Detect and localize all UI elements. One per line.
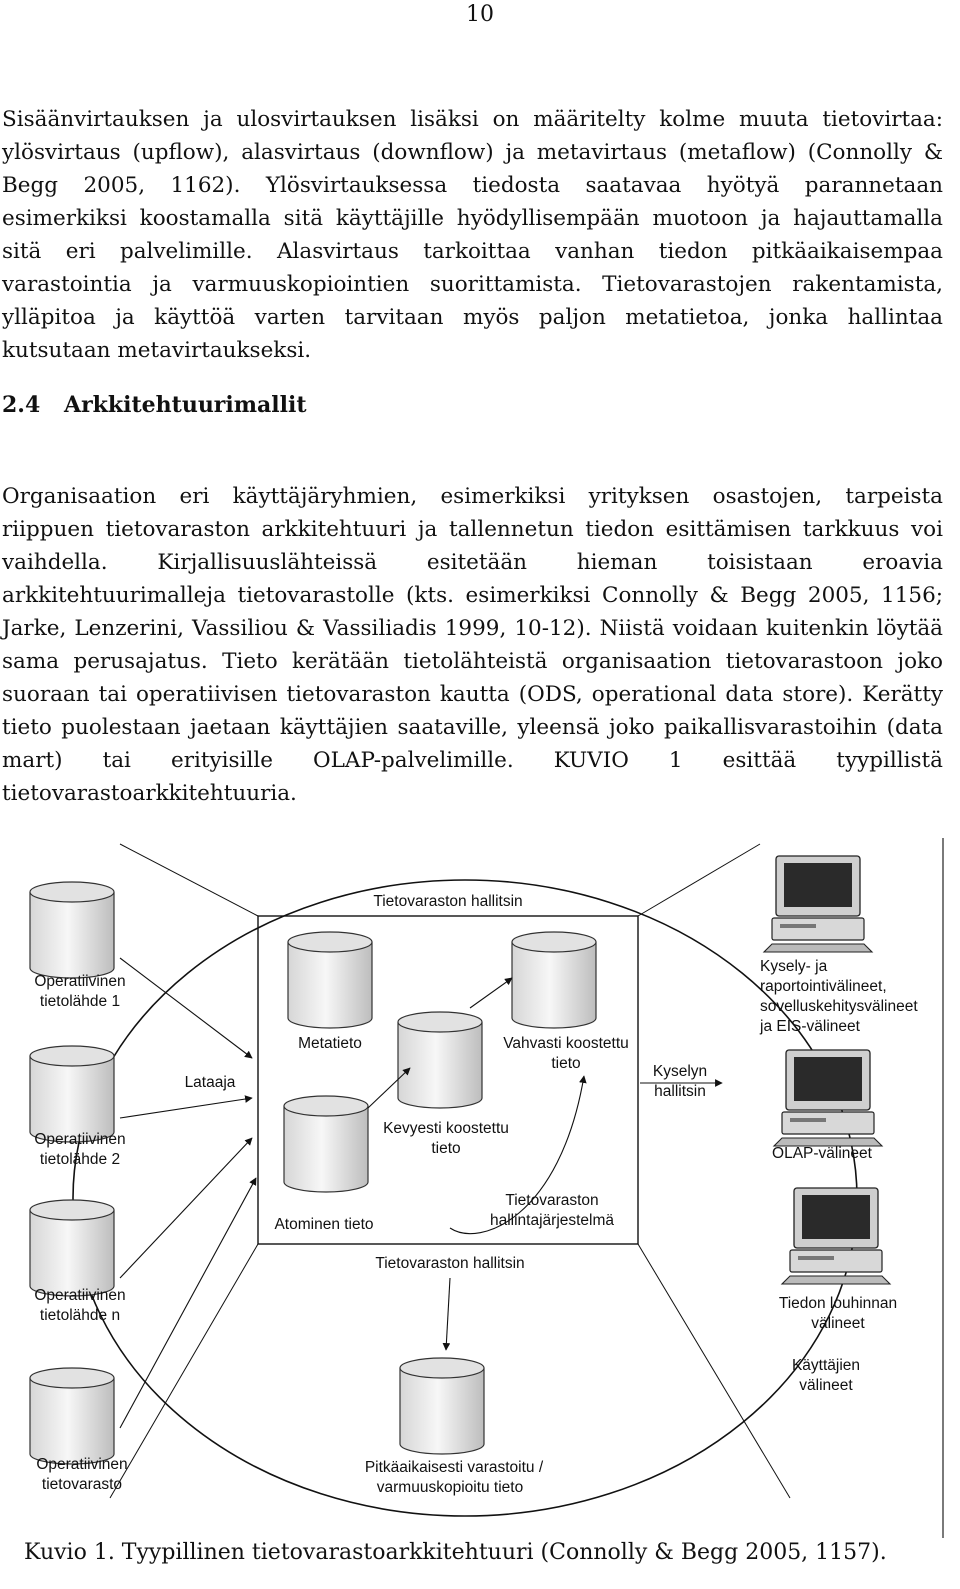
olap-tools-label: OLAP-välineet — [772, 1145, 872, 1162]
lightly-summarized-database — [398, 1012, 482, 1108]
olap-tools-computer — [774, 1050, 882, 1146]
metadata-label: Metatieto — [298, 1035, 362, 1052]
data-mining-computer — [782, 1188, 890, 1284]
warehouse-manager-bottom-label: Tietovaraston hallitsin — [375, 1255, 525, 1272]
dbms-label-1: Tietovaraston — [505, 1192, 599, 1209]
highly-summarized-database — [512, 932, 596, 1028]
source-2-label-line1: Operatiivinen — [34, 1131, 126, 1148]
dbms-label-2: hallintajärjestelmä — [489, 1212, 615, 1229]
source-database-2 — [30, 1046, 114, 1142]
highly-summarized-label-1: Vahvasti koostettu — [503, 1035, 629, 1052]
paragraph-dataflows: Sisäänvirtauksen ja ulosvirtauksen lisäksi on määritelty kolme muuta tietovirtaa: ylösvirtaus (upflow), alasvirtaus (downflow) ja metavirtaus (metaflow) (Connolly & Begg 2005, 1162). Ylösvirtauksessa tiedosta saatavaa hyötyä parannetaan esimerkiksi koostamalla sitä käyttäjille hyödyllisempään muotoon ja hajauttamalla sitä eri palvelimille. Alasvirtaus tarkoittaa vanhan tiedon pitkäaikaisempaa varastointia ja varmuuskopiointien suorittamista. Tietovarastojen rakentamista, ylläpitoa ja käyttöä varten tarvitaan myös paljon metatietoa, jonka hallintaa kutsutaan metavirtaukseksi. — [2, 107, 943, 363]
source-1-label-line2: tietolähde 1 — [39, 993, 121, 1010]
query-tools-label-1: Kysely- ja — [760, 958, 828, 975]
source-2-label-line2: tietolähde 2 — [39, 1151, 121, 1168]
source-database-1 — [30, 882, 114, 978]
section-number: 2.4 — [2, 392, 41, 418]
detailed-data-database — [284, 1096, 368, 1192]
paragraph-architecture: Organisaation eri käyttäjäryhmien, esimerkiksi yrityksen osastojen, tarpeista riippuen tietovaraston arkkitehtuuri ja tallennetun tiedon esittämisen tarkkuus voi vaihdella. Kirjallisuuslähteissä esitetään hieman toisistaan eroavia arkkitehtuurimalleja tietovarastolle (kts. esimerkiksi Connolly & Begg 2005, 1156; Jarke, Lenzerini, Vassiliou & Vassiliadis 1999, 10-12). Niistä voidaan kuitenkin löytää sama perusajatus. Tieto kerätään tietolähteistä organisaation tietovarastoon joko suoraan tai operatiivisen tietovaraston kautta (ODS, operational data store). Kerätty tieto puolestaan jaetaan käyttäjien saataville, yleensä joko paikallisvarastoihin (data mart) tai erityisille OLAP-palvelimille. KUVIO 1 esittää tyypillistä tietovarastoarkkitehtuuria. — [2, 484, 943, 806]
end-user-tools-label-2: välineet — [799, 1377, 853, 1394]
data-mining-label-1: Tiedon louhinnan — [778, 1295, 898, 1312]
archive-database — [400, 1358, 484, 1454]
source-n-label-line2: tietolähde n — [39, 1307, 121, 1324]
detailed-data-label: Atominen tieto — [274, 1216, 374, 1233]
query-manager-label-2: hallitsin — [654, 1083, 706, 1100]
query-tools-label-3: sovelluskehitysvälineet — [760, 998, 918, 1015]
highly-summarized-label-2: tieto — [551, 1055, 581, 1072]
page-number: 10 — [466, 2, 494, 27]
architecture-diagram — [0, 838, 960, 1538]
architecture-figure — [0, 838, 960, 1538]
query-tools-label-2: raportointivälineet, — [760, 978, 887, 995]
ods-label-line1: Operatiivinen — [36, 1456, 128, 1473]
end-user-tools-label-1: Käyttäjien — [791, 1357, 861, 1374]
archive-label-2: varmuuskopioitu tieto — [376, 1479, 524, 1496]
lightly-summarized-label-2: tieto — [431, 1140, 461, 1157]
section-heading — [2, 392, 307, 418]
ods-label-line2: tietovarasto — [41, 1476, 123, 1493]
source-n-label-line1: Operatiivinen — [34, 1287, 126, 1304]
source-database-n — [30, 1200, 114, 1296]
source-1-label-line1: Operatiivinen — [34, 973, 126, 990]
lightly-summarized-label-1: Kevyesti koostettu — [383, 1120, 509, 1137]
query-manager-label-1: Kyselyn — [652, 1063, 708, 1080]
archive-label-1: Pitkäaikaisesti varastoitu / — [364, 1459, 544, 1476]
figure-caption: Kuvio 1. Tyypillinen tietovarastoarkkitehtuuri (Connolly & Begg 2005, 1157). — [24, 1540, 887, 1565]
query-tools-computer — [764, 856, 872, 952]
loader-label: Lataaja — [184, 1074, 236, 1091]
warehouse-manager-top-label: Tietovaraston hallitsin — [373, 893, 523, 910]
query-tools-label-4: ja EIS-välineet — [760, 1018, 860, 1035]
section-title: Arkkitehtuurimallit — [64, 392, 307, 418]
metadata-database — [288, 932, 372, 1028]
data-mining-label-2: välineet — [811, 1315, 865, 1332]
operational-datastore — [30, 1368, 114, 1464]
